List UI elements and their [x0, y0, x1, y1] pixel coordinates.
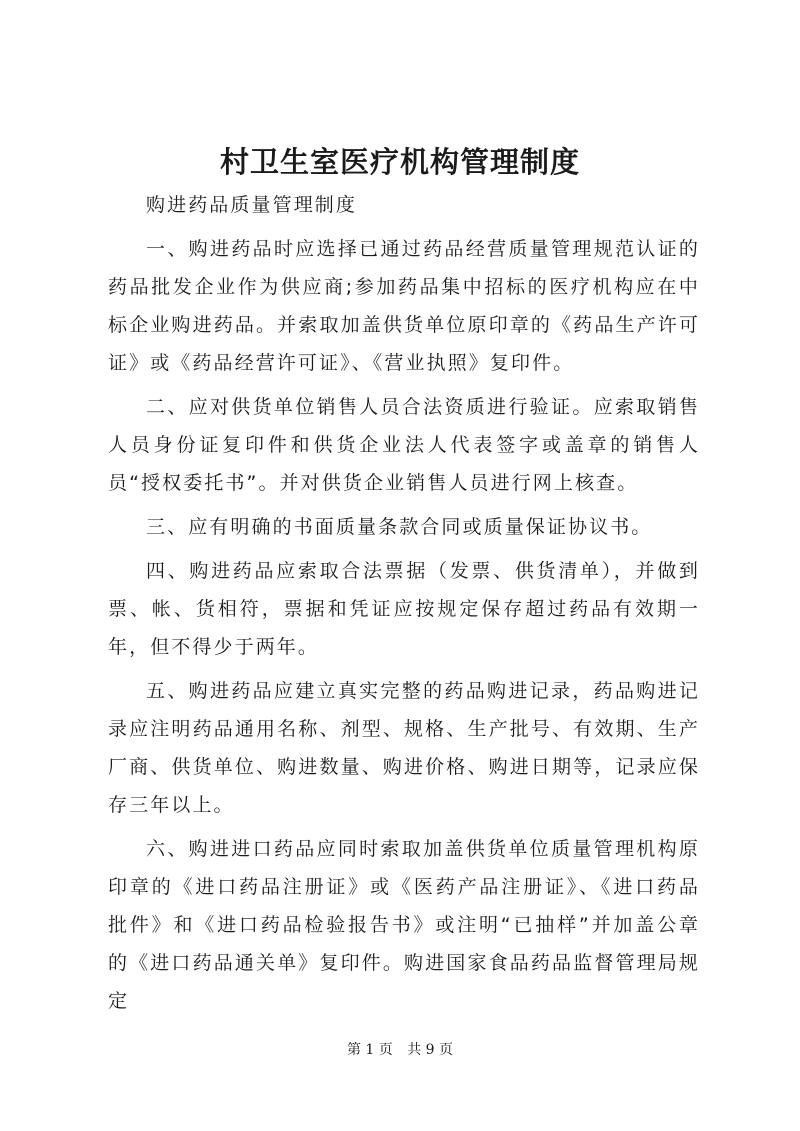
- document-title: 村卫生室医疗机构管理制度: [219, 145, 580, 179]
- page-total: 共 9 页: [407, 1042, 454, 1058]
- page-footer: [0, 1040, 800, 1060]
- document-body: [108, 186, 700, 1020]
- paragraph-3: 三、应有明确的书面质量条款合同或质量保证协议书。: [146, 516, 653, 538]
- paragraph-6: 六、购进进口药品应同时索取加盖供货单位质量管理机构原印章的《进口药品注册证》或《医药产品注册证》、《进口药品批件》和《进口药品检验报告书》或注明“已抽样”并加盖公章的《进口药品通关单》复印件。购进国家食品药品监督管理局规定: [108, 838, 700, 1012]
- section-heading: 购进药品质量管理制度: [146, 194, 358, 216]
- paragraph-2: 二、应对供货单位销售人员合法资质进行验证。应索取销售人员身份证复印件和供货企业法人代表签字或盖章的销售人员“授权委托书”。并对供货企业销售人员进行网上核查。: [108, 396, 700, 494]
- paragraph-1: 一、购进药品时应选择已通过药品经营质量管理规范认证的药品批发企业作为供应商;参加药品集中招标的医疗机构应在中标企业购进药品。并索取加盖供货单位原印章的《药品生产许可证》或《药品经营许可证》、《营业执照》复印件。: [108, 238, 700, 374]
- paragraph-5: 五、购进药品应建立真实完整的药品购进记录，药品购进记录应注明药品通用名称、剂型、规格、生产批号、有效期、生产厂商、供货单位、购进数量、购进价格、购进日期等，记录应保存三年以上。: [108, 680, 700, 816]
- paragraph-4: 四、购进药品应索取合法票据（发票、供货清单），并做到票、帐、货相符，票据和凭证应按规定保存超过药品有效期一年，但不得少于两年。: [108, 560, 700, 658]
- page-number: 第 1 页: [346, 1042, 393, 1058]
